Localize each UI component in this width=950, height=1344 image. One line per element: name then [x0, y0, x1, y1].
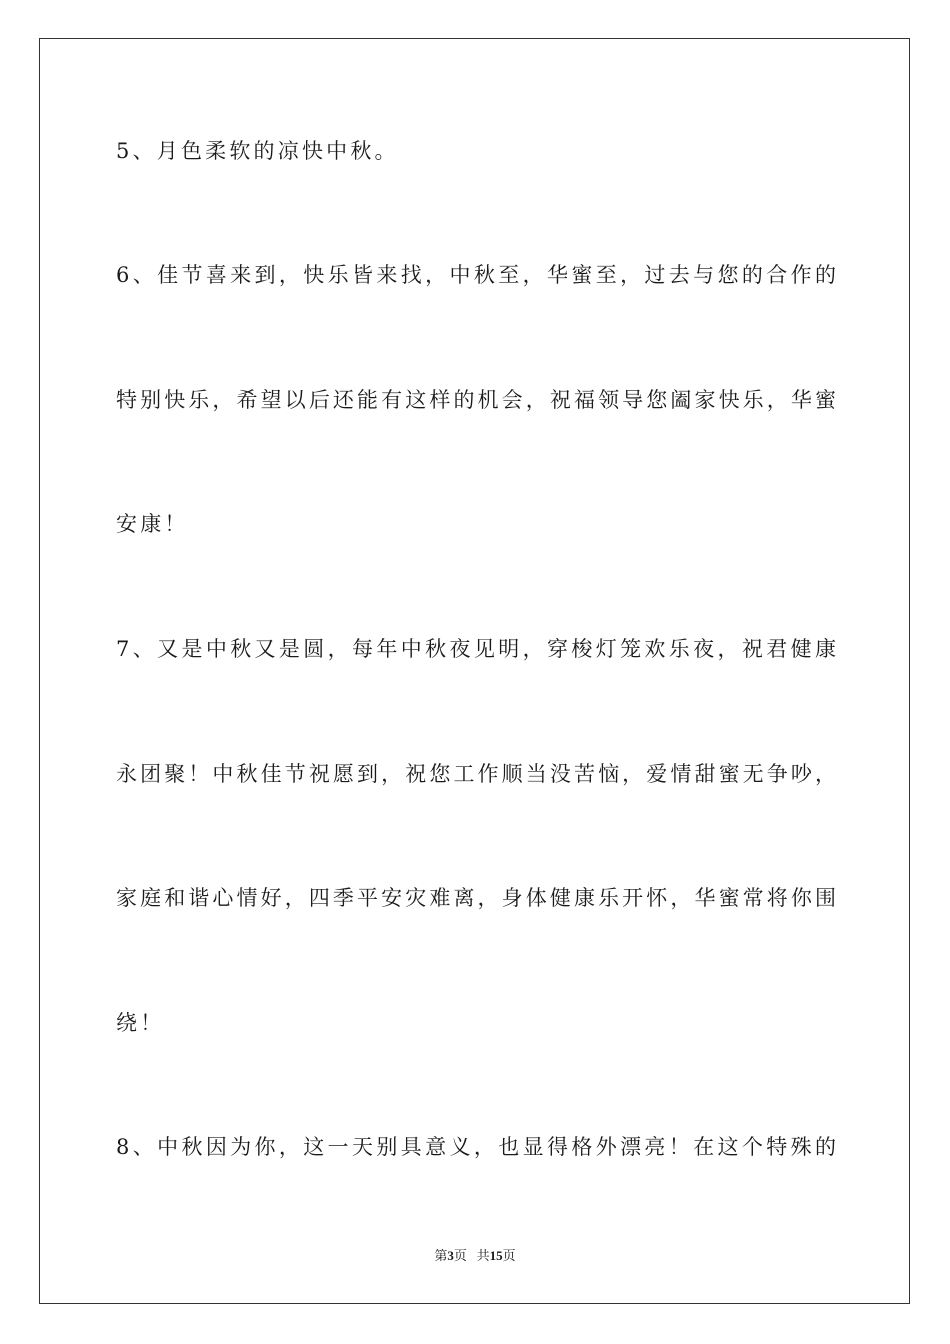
page-border — [39, 38, 910, 1304]
footer-total-prefix: 共 — [476, 1248, 490, 1263]
text-line-8: 绕！ — [116, 1011, 165, 1035]
footer-page-number: 3 — [447, 1248, 454, 1263]
text-line-1: 5、月色柔软的凉快中秋。 — [116, 139, 399, 163]
text-line-6: 永团聚！中秋佳节祝愿到，祝您工作顺当没苦恼，爱情甜蜜无争吵， — [116, 762, 836, 786]
footer-total-pages: 15 — [489, 1248, 503, 1263]
footer-total-suffix: 页 — [502, 1248, 516, 1263]
text-line-5: 7、又是中秋又是圆，每年中秋夜见明，穿梭灯笼欢乐夜，祝君健康 — [116, 637, 836, 661]
text-line-7: 家庭和谐心情好，四季平安灾难离，身体健康乐开怀，华蜜常将你围 — [116, 886, 836, 910]
footer-page-suffix: 页 — [453, 1248, 467, 1263]
text-line-2: 6、佳节喜来到，快乐皆来找，中秋至，华蜜至，过去与您的合作的 — [116, 263, 836, 287]
footer-page-prefix: 第 — [434, 1248, 448, 1263]
text-line-9: 8、中秋因为你，这一天别具意义，也显得格外漂亮！在这个特殊的 — [116, 1135, 836, 1159]
text-line-4: 安康！ — [116, 512, 189, 536]
text-line-3: 特别快乐，希望以后还能有这样的机会，祝福领导您阖家快乐，华蜜 — [116, 388, 836, 412]
page-footer — [0, 1247, 950, 1265]
